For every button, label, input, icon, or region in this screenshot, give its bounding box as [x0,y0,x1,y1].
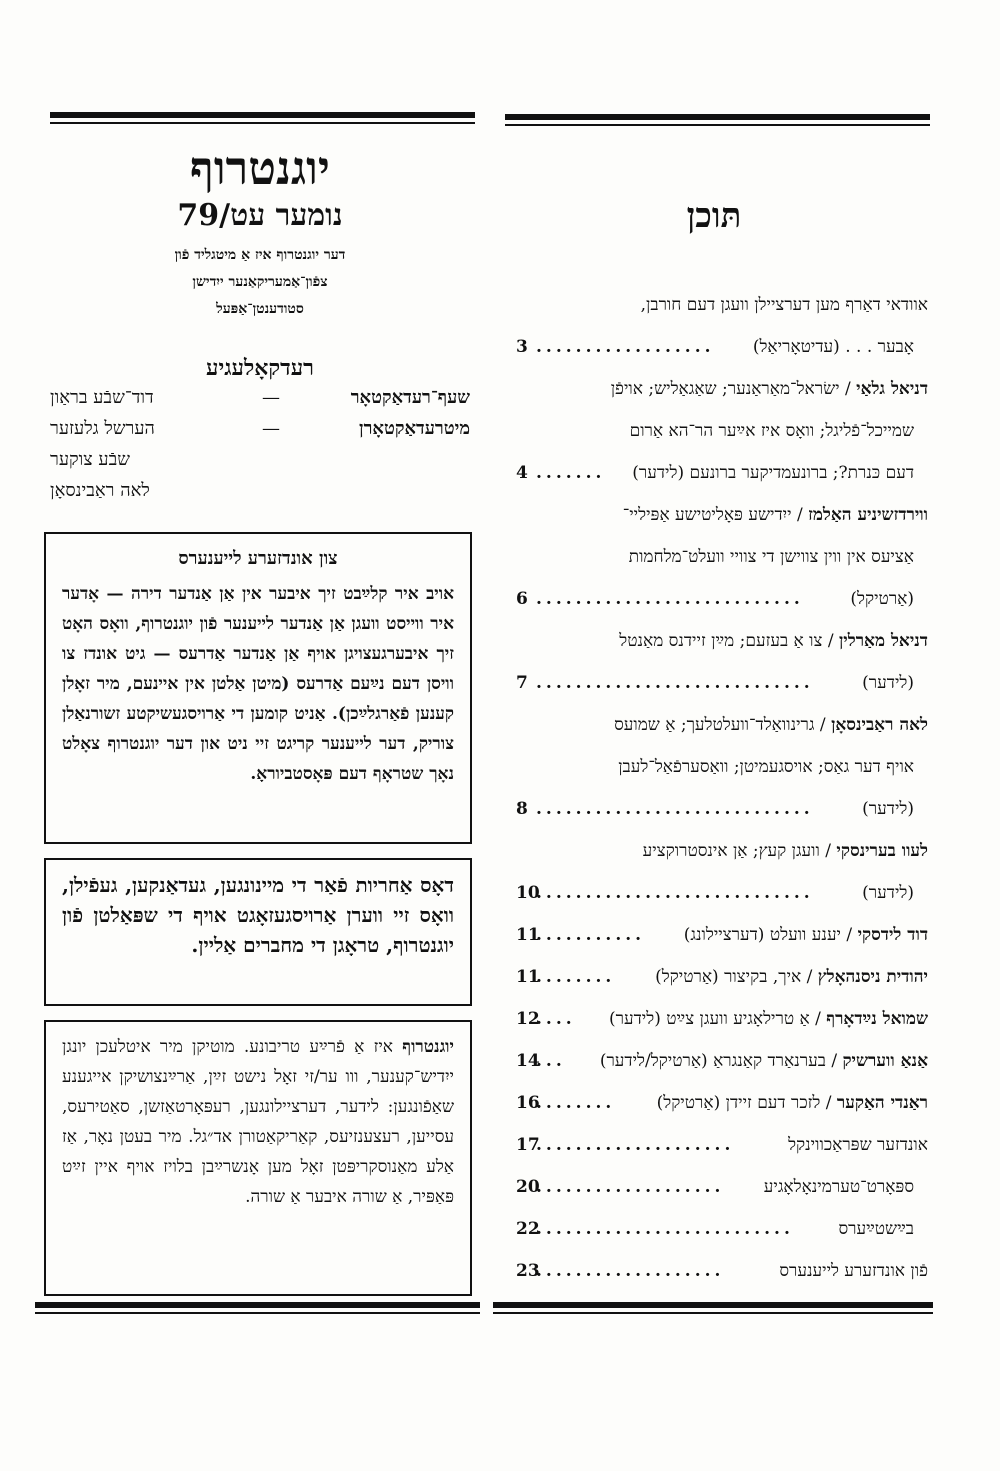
toc-entry-text [609,998,928,1040]
toc-dot-leader: ............................ [536,883,814,903]
staff-dash: — [262,418,280,439]
toc-entry [500,662,928,704]
top-rule-right [505,114,930,120]
liability-notice-box [44,858,472,1006]
toc-entry-text [862,662,914,704]
magazine-title: יוגנטרוף [190,141,330,195]
toc-dot-leader: .......................... [536,1219,794,1239]
bottom-rule-right [493,1302,933,1308]
readers-notice-body: אויב איר קלײַבט זיך איבער אין אַן אַנדער דירה — אָדער איר ווייסט וועגן אַן אַנדער לייענער פֿון יוגנטרוף, וואָס האָט זיך איבערגעצויגן אויף אַן אַנדער אַדרעס — גיט אונדז צו וויסן דעם נײַעם אַדרעס (מיטן אַלטן אין איינעם, מיר זאָלן קענען פֿאַרגלײַכן). אַניט קומען די אַרויסגעשיקטע זשורנאַלן צוריק, דער לייענער קריגט זיי ניט און דער יוגנטרוף צאָלט נאָך שטראָף דעם פּאָסטביוראָ. [62,584,454,784]
submissions-notice-box [44,1020,472,1296]
toc-entry-text [641,284,928,326]
toc-page-number: 20 [516,1177,540,1197]
toc-entry-text [779,1250,928,1292]
toc-entry [500,872,928,914]
toc-entry-text [643,830,928,872]
toc-title-text: אַציעס אין ווין צווישן די צוויי וועלט־מלחמות [628,547,914,567]
toc-page-number: 17 [516,1135,540,1155]
toc-page-number: 11 [516,925,540,945]
toc-page-number: 3 [516,337,528,357]
membership-line: סטודענטן־אַפּעל [216,301,304,317]
masthead [40,140,480,323]
readers-notice-box [44,532,472,844]
toc-title: תּוכן [686,196,742,236]
toc-entry [500,1208,928,1250]
toc-entry [500,494,928,536]
staff-name: הערשל גלעזער [50,418,155,439]
toc-dot-leader: .................... [536,1135,735,1155]
toc-page-number: 8 [516,799,528,819]
toc-dot-leader: .................. [536,337,715,357]
toc-title-text: אָבער . . . (עדיטאָריאַל) [752,337,914,357]
top-rule-left [50,112,475,118]
staff-role: שעף־רעדאַקטאָר [350,387,470,408]
toc-entry [500,1250,928,1292]
readers-notice-title: צון אונדזערע לייענערס [178,548,338,569]
toc-entry-text [655,956,928,998]
toc-entry [500,1124,928,1166]
staff-row [50,480,470,511]
toc-dot-leader: ................... [536,1177,725,1197]
toc-dot-leader: ........ [536,967,616,987]
toc-dot-leader: ....... [536,463,606,483]
toc-dot-leader: ................... [536,1261,725,1281]
toc-title-text: (לידער) [862,673,914,693]
toc-entry [500,620,928,662]
membership-line: דער יוגנטרוף איז אַ מיטגליד פֿון [174,247,346,263]
toc-entry-text [788,1124,928,1166]
toc-dot-leader: ........ [536,1093,616,1113]
submissions-notice-body [62,1032,454,1212]
toc-entry [500,326,928,368]
toc-title-text: / בערנאַרד קאַנגראַ (אַרטיקל/לידער) [599,1051,843,1071]
toc-entry-text [684,914,928,956]
toc-entry [500,704,928,746]
toc-title-text: (לידער) [862,799,914,819]
editorial-board-heading: רעדקאָלעגיע [206,355,314,381]
toc-dot-leader: ............................ [536,673,814,693]
toc-entry [500,1166,928,1208]
staff-row [50,449,470,480]
toc-page-number: 14 [516,1051,540,1071]
toc-title-text: פֿון אונדזערע לייענערס [779,1261,928,1281]
toc-entry [500,788,928,830]
toc-list [500,284,928,1292]
staff-dash: — [262,387,280,408]
toc-page-number: 6 [516,589,528,609]
toc-title-text: / צו אַ בעזעם; מײַן זיידנס מאַנטל [619,631,839,651]
toc-page-number: 22 [516,1219,540,1239]
toc-title-text: בײַשטײַערס [838,1219,914,1239]
staff-name: לאה ראַבינסאָן [50,480,150,501]
toc-page-number: 16 [516,1093,540,1113]
staff-row [50,418,470,449]
toc-entry-text [850,578,914,620]
toc-title-text: / איך, בקיצור (אַרטיקל) [655,967,818,987]
toc-entry [500,830,928,872]
toc-entry [500,746,928,788]
toc-entry [500,284,928,326]
toc-author: שמואל נײַדאָרף [826,1009,928,1029]
liability-notice-body: דאָס אַחריות פֿאַר די מיינונגען, געדאַנקען, געפֿילן, וואָס זיי ווערן אַרויסגעזאָגט אויף די שפּאַלטן פֿון יוגנטרוף, טראָגן די מחברים אַליין. [62,873,454,957]
toc-title-text: / לזכר דעם זיידן (אַרטיקל) [656,1093,837,1113]
toc-dot-leader: ........... [536,925,646,945]
toc-page-number: 11 [516,967,540,987]
toc-entry-text [753,326,914,368]
toc-entry-text [623,494,928,536]
toc-entry [500,578,928,620]
toc-title-text: / אַ טרילאָגיע וועגן צײַט (לידער) [609,1009,827,1029]
toc-dot-leader: ............................ [536,799,814,819]
toc-entry [500,536,928,578]
toc-author: דניאל מאַרלין [838,631,928,651]
bottom-rule-right-thin [493,1312,933,1314]
toc-dot-leader: ........................... [536,589,804,609]
toc-title-text: דעם כּנרת?; ברונעמדיקער ברונעם (לידער) [632,463,914,483]
toc-page-number: 10 [516,883,540,903]
toc-entry-text [629,536,914,578]
membership-note [40,242,480,323]
toc-title-text: (לידער) [862,883,914,903]
toc-dot-leader: ... [536,1051,566,1071]
bottom-rule-left [35,1302,480,1308]
toc-entry-text [862,788,914,830]
toc-entry-text [862,872,914,914]
toc-entry [500,956,928,998]
toc-author: לאה ראַבינסאָן [831,715,928,735]
toc-title-text: אונדזער שפּראַכווינקל [788,1135,928,1155]
toc-entry [500,1040,928,1082]
toc-page-number: 12 [516,1009,540,1029]
toc-dot-leader: .... [536,1009,576,1029]
membership-line: צפֿון־אַמעריקאַנער ייִדישן [192,274,328,290]
toc-entry [500,410,928,452]
table-of-contents [500,190,928,1292]
toc-entry [500,368,928,410]
toc-entry-text [600,1040,928,1082]
toc-author: לעוו בערינסקי [836,841,928,861]
staff-name: שבֿע צוקער [50,449,131,470]
toc-title-text: / ייִדישע פּאָליטישע אַפּיליי־ [622,505,809,525]
toc-entry-text [764,1166,914,1208]
toc-author: אַנאַ ווערשיק [842,1051,928,1071]
toc-entry-text [618,746,914,788]
toc-author: יהודית ניסנהאָלץ [817,967,928,987]
toc-entry [500,914,928,956]
top-rule-right-thin [505,124,930,126]
toc-entry-text [619,620,928,662]
toc-entry-text [630,410,914,452]
toc-author: דניאל גלאַי [856,379,928,399]
toc-title-text: אויף דער גאַס; אויסגעמיטן; וואַסערפֿאַל־לעבן [618,757,914,777]
toc-title-text: / גרינוואַלד־וועלטלעך; אַ שמועס [614,715,832,735]
toc-author: ווירדזשיניע האַלמז [808,505,928,525]
toc-title-text: ספּאָרט־טערמינאָלאָגיע [763,1177,914,1197]
toc-author: ראַנדי האַקער [836,1093,928,1113]
toc-page-number: 23 [516,1261,540,1281]
toc-entry-text [657,1082,928,1124]
toc-title-text: שמייכל־פֿליגל; וואָס איז אײַער הר־הא אַרום [629,421,914,441]
toc-entry-text [611,368,928,410]
toc-author: דוד לידסקי [857,925,928,945]
toc-title-text: אוודאי דאַרף מען דערציילן וועגן דעם חורבן, [640,295,928,315]
toc-entry-text [838,1208,914,1250]
toc-page-number: 4 [516,463,528,483]
toc-entry [500,1082,928,1124]
top-rule-left-thin [50,122,475,124]
submissions-notice-lead: יוגנטרוף [402,1037,454,1057]
toc-entry [500,998,928,1040]
toc-title-text: (אַרטיקל) [850,589,914,609]
toc-title-text: / וועגן קעץ; אַן אינסטרוקציע [642,841,837,861]
toc-entry [500,452,928,494]
toc-title-text: / יענע וועלט (דערציילונג) [683,925,858,945]
toc-page-number: 7 [516,673,528,693]
toc-entry-text [632,452,914,494]
staff-role: מיטרעדאַקטאָרן [359,418,470,439]
bottom-rule-left-thin [35,1312,480,1314]
submissions-notice-text: איז אַ פֿרײַע טריבונע. מוטיקן מיר איטלעכן יונגן ייִדיש־קענער, ווו ער/זי זאָל נישט זײַן, אַרײַנצושיקן אייגענע שאַפֿונגען: לידער, דערציילונגען, רעפּאָרטאַזשן, סאַטירעס, עסייען, רעצענזיעס, קאַריקאַטורן אד״גל. מיר בעטן נאָר, אַז אַלע מאַנוסקריפּטן זאָל מען אָנשרײַבן בלויז אויף איין זײַט פּאַפּיר, אַ שורה איבער אַ שורה. [62,1037,454,1207]
staff-row [50,387,470,418]
issue-number: נומער עט/79 [177,198,343,233]
toc-entry-text [614,704,928,746]
staff-name: דוד־שבֿע בראַון [50,387,154,408]
editorial-board [50,355,470,511]
toc-title-text: / ישׂראל־מאַראַנער; שאַגאַליש; אויפֿן [610,379,857,399]
